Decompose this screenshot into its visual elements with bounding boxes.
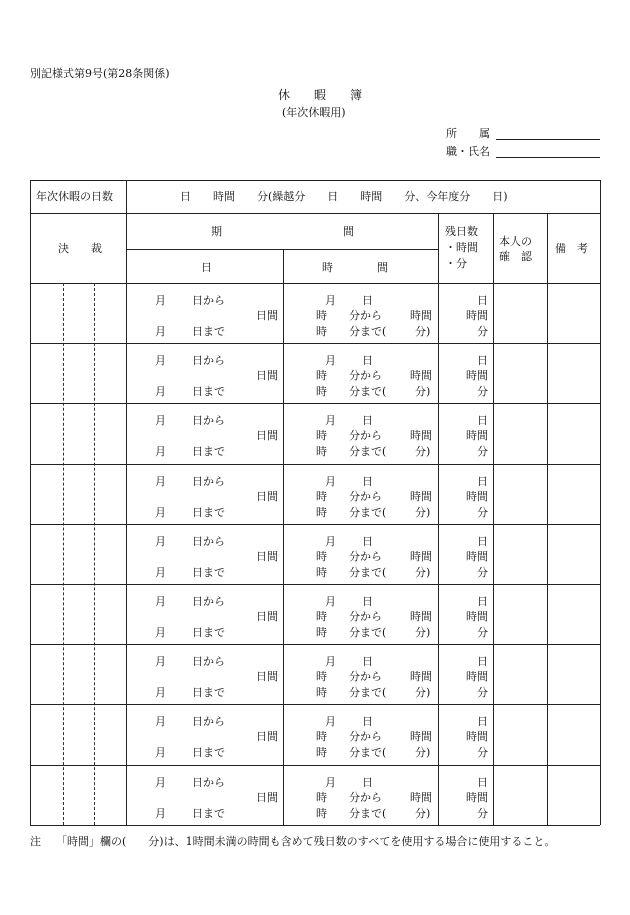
cell-t-min-from: 分から [349,610,382,623]
cell-day-from: 日から [192,474,225,488]
cell-days-count: 日間 [256,730,278,744]
cell-t-min-to: 分まで( [349,445,387,459]
cell-t-min-from: 分から [349,730,382,744]
cell-t-month: 月 [325,534,336,548]
cell-month-from: 月 [155,534,166,548]
cell-day-from: 日から [192,715,225,729]
cell-t-min-from: 分から [349,790,382,804]
cell-t-min-from: 分から [349,369,382,383]
cell-month-to: 月 [155,385,166,399]
cell-day-from: 日から [192,414,225,428]
header-confirm-1: 本人の [499,235,532,248]
cell-day-to: 日まで [192,325,225,338]
cell-t-month: 月 [325,655,336,669]
cell-t-min-to: 分まで( [349,806,387,820]
row-divider [30,403,600,404]
cell-r-min: 分 [477,565,488,579]
header-day: 日 [201,261,212,274]
header-bottom-line [30,283,600,284]
cell-r-hours: 時間 [466,730,488,744]
cell-t-month: 月 [325,294,336,307]
cell-t-min-from: 分から [349,429,382,443]
cell-month-from: 月 [155,775,166,789]
cell-month-to: 月 [155,686,166,700]
cell-t-min-to: 分まで( [349,746,387,760]
cell-t-day: 日 [362,655,373,669]
cell-t-hours: 時間 [410,369,432,383]
header-period: 期 [211,225,222,238]
cell-r-min: 分 [477,746,488,760]
affiliation-label: 所 属 [446,127,490,140]
cell-t-hours: 時間 [410,489,432,503]
cell-t-hours: 時間 [410,429,432,443]
cell-t-day: 日 [362,414,373,428]
cell-t-min-to: 分まで( [349,565,387,579]
cell-t-hour-from: 時 [316,549,327,563]
cell-t-day: 日 [362,595,373,608]
affiliation-field-line[interactable] [496,139,600,140]
cell-r-min: 分 [477,806,488,820]
cell-t-hours: 時間 [410,730,432,744]
row-divider [30,464,600,465]
cell-t-day: 日 [362,715,373,729]
header-remaining-1: 残日数 [445,225,478,238]
cell-month-from: 月 [155,414,166,428]
page-subtitle: (年次休暇用) [282,106,346,119]
header-time: 時 間 [322,261,388,274]
cell-r-hours: 時間 [466,429,488,443]
col-divider-remaining [438,213,439,825]
cell-t-hour-to: 時 [316,806,327,820]
row-divider [30,524,600,525]
table-border-top [30,180,600,181]
cell-r-hours: 時間 [466,610,488,623]
cell-r-day: 日 [477,294,488,307]
cell-day-from: 日から [192,595,225,608]
kessai-dash-2 [94,283,95,825]
cell-days-count: 日間 [256,369,278,383]
cell-r-day: 日 [477,534,488,548]
table-border-right [600,180,601,825]
cell-r-min: 分 [477,445,488,459]
cell-day-to: 日まで [192,686,225,700]
col-divider-remarks [547,213,548,825]
name-field-line[interactable] [496,157,600,158]
header-remaining-3: ・分 [445,257,467,270]
cell-r-min: 分 [477,325,488,338]
cell-t-min-paren: 分) [415,686,431,700]
row-divider [30,765,600,766]
cell-r-day: 日 [477,775,488,789]
cell-t-hour-to: 時 [316,686,327,700]
page-title: 休 暇 簿 [278,88,363,102]
cell-t-month: 月 [325,354,336,368]
cell-t-min-paren: 分) [415,746,431,760]
cell-days-count: 日間 [256,670,278,684]
table-border-left [30,180,31,825]
cell-r-hours: 時間 [466,489,488,503]
cell-r-min: 分 [477,686,488,700]
cell-t-hours: 時間 [410,790,432,804]
cell-month-to: 月 [155,746,166,760]
cell-t-hours: 時間 [410,549,432,563]
cell-month-to: 月 [155,806,166,820]
footnote-mark: 注 [30,835,41,848]
cell-t-min-paren: 分) [415,385,431,399]
cell-t-min-to: 分まで( [349,626,387,639]
col-divider-day-time [283,249,284,825]
cell-t-hour-to: 時 [316,746,327,760]
cell-days-count: 日間 [256,790,278,804]
cell-month-from: 月 [155,474,166,488]
cell-month-to: 月 [155,565,166,579]
cell-r-hours: 時間 [466,670,488,684]
name-label: 職・氏名 [446,145,490,158]
header-remarks: 備 考 [555,242,588,255]
cell-t-min-to: 分まで( [349,385,387,399]
cell-r-min: 分 [477,505,488,519]
cell-t-month: 月 [325,775,336,789]
header-confirm-2: 確 認 [499,250,532,263]
cell-month-from: 月 [155,655,166,669]
cell-r-day: 日 [477,414,488,428]
kessai-dash-1 [63,283,64,825]
cell-r-day: 日 [477,715,488,729]
cell-month-from: 月 [155,595,166,608]
cell-t-hour-from: 時 [316,790,327,804]
cell-t-min-paren: 分) [415,325,431,338]
cell-t-min-paren: 分) [415,505,431,519]
summary-label: 年次休暇の日数 [36,190,113,203]
cell-t-hour-to: 時 [316,385,327,399]
cell-r-day: 日 [477,655,488,669]
cell-t-day: 日 [362,775,373,789]
cell-t-hour-to: 時 [316,445,327,459]
cell-r-hours: 時間 [466,309,488,322]
cell-t-min-paren: 分) [415,626,431,639]
cell-t-min-to: 分まで( [349,325,387,338]
col-divider-confirm [493,213,494,825]
cell-t-min-to: 分まで( [349,686,387,700]
cell-day-to: 日まで [192,445,225,459]
cell-days-count: 日間 [256,309,278,322]
cell-days-count: 日間 [256,549,278,563]
cell-t-hour-to: 時 [316,505,327,519]
cell-t-hour-from: 時 [316,730,327,744]
cell-r-min: 分 [477,626,488,639]
cell-days-count: 日間 [256,610,278,623]
cell-t-hours: 時間 [410,309,432,322]
cell-r-day: 日 [477,595,488,608]
cell-t-day: 日 [362,474,373,488]
cell-r-hours: 時間 [466,549,488,563]
cell-t-hours: 時間 [410,670,432,684]
row-divider [30,584,600,585]
cell-t-hour-from: 時 [316,309,327,322]
row-divider [30,343,600,344]
cell-month-from: 月 [155,294,166,307]
cell-t-hour-from: 時 [316,369,327,383]
cell-month-to: 月 [155,626,166,639]
cell-t-hour-from: 時 [316,610,327,623]
cell-t-hour-to: 時 [316,626,327,639]
cell-r-day: 日 [477,474,488,488]
cell-r-day: 日 [477,354,488,368]
footnote-text: 「時間」欄の( 分)は、1時間未満の時間も含めて残日数のすべてを使用する場合に使用すること。 [56,835,556,848]
cell-t-hours: 時間 [410,610,432,623]
cell-day-to: 日まで [192,385,225,399]
cell-r-hours: 時間 [466,369,488,383]
cell-t-min-from: 分から [349,549,382,563]
cell-month-to: 月 [155,445,166,459]
cell-t-day: 日 [362,294,373,307]
header-period-2: 間 [343,225,354,238]
cell-day-from: 日から [192,775,225,789]
cell-r-hours: 時間 [466,790,488,804]
row-divider [30,704,600,705]
cell-t-min-paren: 分) [415,565,431,579]
cell-t-min-from: 分から [349,489,382,503]
col-divider-kessai [126,180,127,825]
cell-days-count: 日間 [256,429,278,443]
cell-month-to: 月 [155,325,166,338]
form-reference: 別記様式第9号(第28条関係) [30,67,170,80]
cell-t-min-paren: 分) [415,445,431,459]
cell-t-min-paren: 分) [415,806,431,820]
cell-day-from: 日から [192,534,225,548]
cell-days-count: 日間 [256,489,278,503]
cell-day-to: 日まで [192,746,225,760]
cell-t-hour-to: 時 [316,565,327,579]
cell-t-month: 月 [325,414,336,428]
cell-t-min-to: 分まで( [349,505,387,519]
row-divider [30,644,600,645]
cell-day-from: 日から [192,655,225,669]
cell-t-hour-from: 時 [316,489,327,503]
summary-divider [30,213,600,214]
cell-r-min: 分 [477,385,488,399]
cell-t-min-from: 分から [349,309,382,322]
cell-month-from: 月 [155,715,166,729]
header-remaining-2: ・時間 [445,241,478,254]
table-border-bottom [30,825,600,826]
cell-t-min-from: 分から [349,670,382,684]
cell-t-day: 日 [362,534,373,548]
cell-t-month: 月 [325,595,336,608]
summary-value: 日 時間 分(繰越分 日 時間 分、今年度分 日) [180,190,508,203]
cell-month-from: 月 [155,354,166,368]
cell-day-from: 日から [192,294,225,307]
cell-day-to: 日まで [192,626,225,639]
cell-t-hour-from: 時 [316,670,327,684]
cell-t-hour-to: 時 [316,325,327,338]
cell-t-month: 月 [325,715,336,729]
header-kessai: 決 裁 [58,242,102,255]
cell-day-to: 日まで [192,565,225,579]
cell-day-to: 日まで [192,806,225,820]
cell-day-to: 日まで [192,505,225,519]
cell-month-to: 月 [155,505,166,519]
cell-t-day: 日 [362,354,373,368]
period-subheader-divider [126,249,438,250]
cell-t-month: 月 [325,474,336,488]
cell-t-hour-from: 時 [316,429,327,443]
cell-day-from: 日から [192,354,225,368]
